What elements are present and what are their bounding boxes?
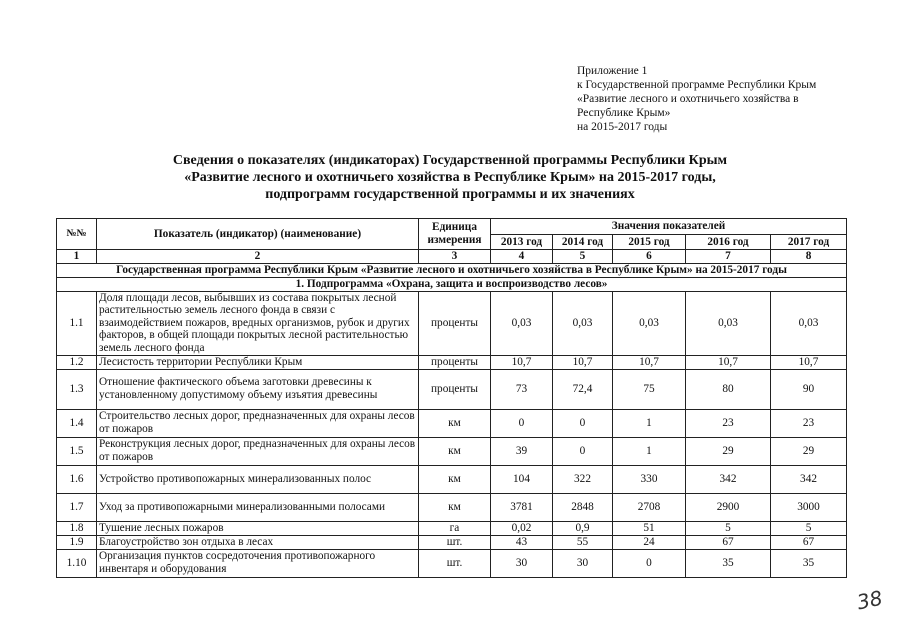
program-row <box>57 263 847 277</box>
value-cell: 43 <box>491 535 553 549</box>
header-unit: Единица измерения <box>419 219 491 250</box>
appendix-line: «Развитие лесного и охотничьего хозяйства в <box>577 93 799 105</box>
appendix-line: на 2015-2017 годы <box>577 121 668 133</box>
unit-cell: проценты <box>419 355 491 369</box>
unit-cell: шт. <box>419 549 491 577</box>
value-cell: 3000 <box>771 493 847 521</box>
header-indicator: Показатель (индикатор) (наименование) <box>97 219 419 250</box>
value-cell: 322 <box>553 465 613 493</box>
value-cell: 2708 <box>613 493 686 521</box>
value-cell: 35 <box>686 549 771 577</box>
indicator-name: Отношение фактического объема заготовки древесины к установленному допустимому объему изъятия древесины <box>97 369 419 409</box>
indicator-name: Устройство противопожарных минерализованных полос <box>97 465 419 493</box>
row-number: 1.2 <box>57 355 97 369</box>
indicator-name: Организация пунктов сосредоточения противопожарного инвентаря и оборудования <box>97 549 419 577</box>
value-cell: 0 <box>613 549 686 577</box>
value-cell: 0,03 <box>613 291 686 355</box>
value-cell: 0,03 <box>686 291 771 355</box>
value-cell: 0,03 <box>491 291 553 355</box>
header-year: 2013 год <box>491 235 553 250</box>
table-row <box>57 355 847 369</box>
column-number: 6 <box>613 250 686 264</box>
appendix-line: к Государственной программе Республики Крым <box>577 79 817 91</box>
program-title: Государственная программа Республики Крым «Развитие лесного и охотничьего хозяйства в Республике Крым» на 2015-2017 годы <box>57 263 847 277</box>
header-year: 2017 год <box>771 235 847 250</box>
table-row <box>57 369 847 409</box>
row-number: 1.3 <box>57 369 97 409</box>
value-cell: 330 <box>613 465 686 493</box>
table-row <box>57 535 847 549</box>
value-cell: 10,7 <box>491 355 553 369</box>
value-cell: 55 <box>553 535 613 549</box>
subprogram-row <box>57 277 847 291</box>
row-number: 1.8 <box>57 521 97 535</box>
indicator-name: Тушение лесных пожаров <box>97 521 419 535</box>
header-year: 2016 год <box>686 235 771 250</box>
value-cell: 0,03 <box>553 291 613 355</box>
column-number-row <box>57 250 847 264</box>
indicator-name: Благоустройство зон отдыха в лесах <box>97 535 419 549</box>
column-number: 7 <box>686 250 771 264</box>
value-cell: 2900 <box>686 493 771 521</box>
value-cell: 23 <box>771 409 847 437</box>
value-cell: 80 <box>686 369 771 409</box>
header-values-group: Значения показателей <box>491 219 847 235</box>
row-number: 1.1 <box>57 291 97 355</box>
value-cell: 24 <box>613 535 686 549</box>
value-cell: 29 <box>771 437 847 465</box>
value-cell: 29 <box>686 437 771 465</box>
handwritten-page-number: 38 <box>854 585 885 615</box>
table-row <box>57 437 847 465</box>
table-row <box>57 549 847 577</box>
unit-cell: км <box>419 465 491 493</box>
header-year: 2014 год <box>553 235 613 250</box>
indicator-name: Строительство лесных дорог, предназначенных для охраны лесов от пожаров <box>97 409 419 437</box>
value-cell: 1 <box>613 437 686 465</box>
value-cell: 0,02 <box>491 521 553 535</box>
row-number: 1.7 <box>57 493 97 521</box>
value-cell: 10,7 <box>686 355 771 369</box>
row-number: 1.9 <box>57 535 97 549</box>
value-cell: 51 <box>613 521 686 535</box>
table-row <box>57 465 847 493</box>
value-cell: 23 <box>686 409 771 437</box>
indicator-name: Реконструкция лесных дорог, предназначенных для охраны лесов от пожаров <box>97 437 419 465</box>
table-row <box>57 291 847 355</box>
subprogram-title: 1. Подпрограмма «Охрана, защита и воспроизводство лесов» <box>57 277 847 291</box>
indicators-table <box>56 218 847 578</box>
column-number: 3 <box>419 250 491 264</box>
document-title <box>90 152 810 203</box>
title-line: подпрограмм государственной программы и их значениях <box>265 187 635 202</box>
value-cell: 73 <box>491 369 553 409</box>
unit-cell: проценты <box>419 369 491 409</box>
indicator-name: Доля площади лесов, выбывших из состава покрытых лесной растительностью земель лесного фонда в связи с взаимодействием пожаров, вредных организмов, рубок и других факторов, в общей площади покрытых лесной растительностью земель лесного фонда <box>97 291 419 355</box>
title-line: «Развитие лесного и охотничьего хозяйства в Республике Крым» на 2015-2017 годы, <box>184 170 716 185</box>
table-row <box>57 521 847 535</box>
row-number: 1.6 <box>57 465 97 493</box>
value-cell: 30 <box>553 549 613 577</box>
value-cell: 342 <box>686 465 771 493</box>
appendix-note <box>577 64 867 134</box>
value-cell: 0,03 <box>771 291 847 355</box>
header-num: №№ <box>57 219 97 250</box>
row-number: 1.5 <box>57 437 97 465</box>
unit-cell: км <box>419 409 491 437</box>
indicator-name: Лесистость территории Республики Крым <box>97 355 419 369</box>
header-year: 2015 год <box>613 235 686 250</box>
value-cell: 1 <box>613 409 686 437</box>
value-cell: 5 <box>686 521 771 535</box>
indicator-name: Уход за противопожарными минерализованными полосами <box>97 493 419 521</box>
column-number: 8 <box>771 250 847 264</box>
value-cell: 10,7 <box>553 355 613 369</box>
value-cell: 10,7 <box>771 355 847 369</box>
unit-cell: шт. <box>419 535 491 549</box>
value-cell: 67 <box>771 535 847 549</box>
table-row <box>57 493 847 521</box>
value-cell: 5 <box>771 521 847 535</box>
value-cell: 3781 <box>491 493 553 521</box>
row-number: 1.4 <box>57 409 97 437</box>
title-line: Сведения о показателях (индикаторах) Государственной программы Республики Крым <box>172 153 728 168</box>
value-cell: 2848 <box>553 493 613 521</box>
table-row <box>57 409 847 437</box>
value-cell: 10,7 <box>613 355 686 369</box>
value-cell: 0 <box>491 409 553 437</box>
appendix-line: Приложение 1 <box>577 65 648 77</box>
value-cell: 75 <box>613 369 686 409</box>
appendix-line: Республике Крым» <box>577 107 671 119</box>
column-number: 1 <box>57 250 97 264</box>
value-cell: 35 <box>771 549 847 577</box>
column-number: 2 <box>97 250 419 264</box>
value-cell: 90 <box>771 369 847 409</box>
column-number: 5 <box>553 250 613 264</box>
value-cell: 342 <box>771 465 847 493</box>
unit-cell: км <box>419 437 491 465</box>
row-number: 1.10 <box>57 549 97 577</box>
value-cell: 104 <box>491 465 553 493</box>
unit-cell: проценты <box>419 291 491 355</box>
unit-cell: км <box>419 493 491 521</box>
value-cell: 0 <box>553 409 613 437</box>
value-cell: 30 <box>491 549 553 577</box>
value-cell: 0 <box>553 437 613 465</box>
value-cell: 39 <box>491 437 553 465</box>
column-number: 4 <box>491 250 553 264</box>
unit-cell: га <box>419 521 491 535</box>
value-cell: 72,4 <box>553 369 613 409</box>
value-cell: 67 <box>686 535 771 549</box>
value-cell: 0,9 <box>553 521 613 535</box>
